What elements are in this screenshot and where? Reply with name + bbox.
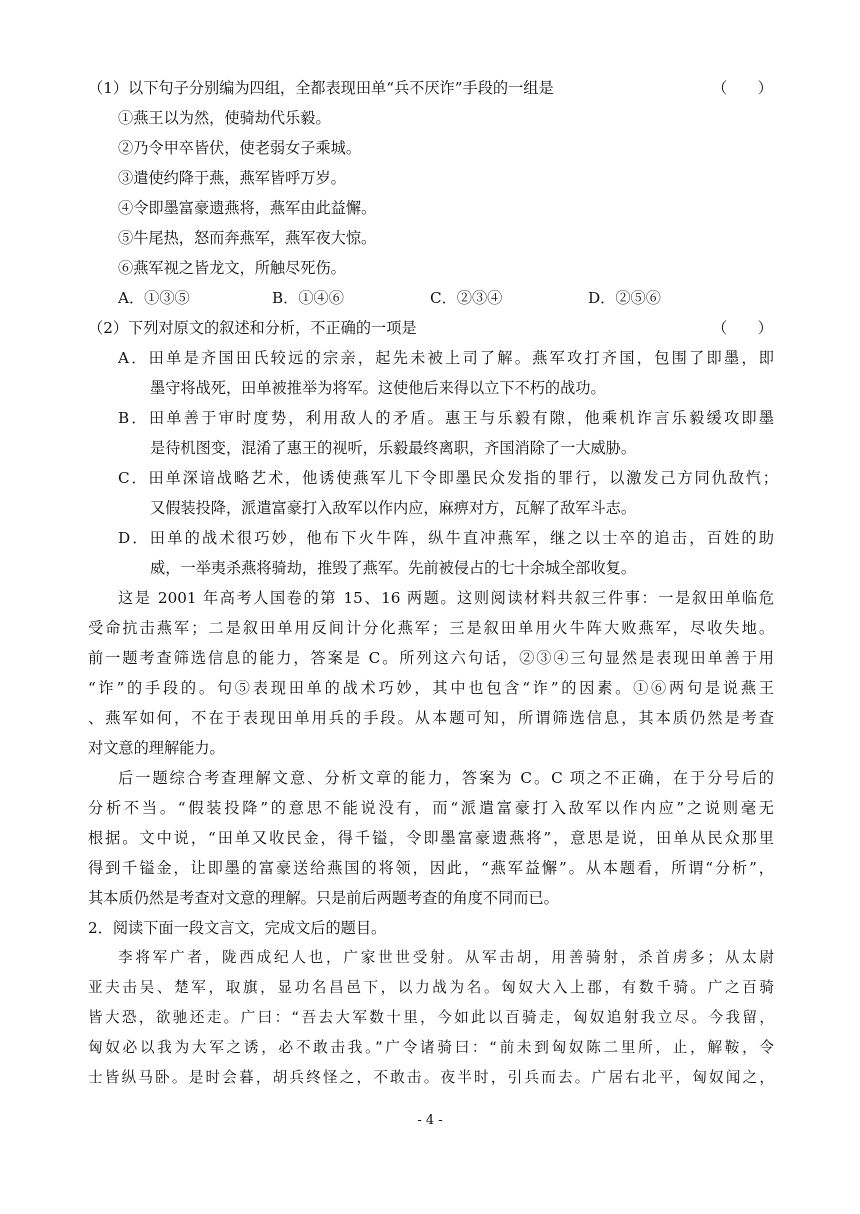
page-number: - 4 - bbox=[417, 1113, 443, 1128]
analysis-p2-line-5: 其本质仍然是考查对文意的理解。只是前后两题考查的角度不同而已。 bbox=[88, 889, 559, 907]
passage-line-4: 匈奴必以我为大军之诱，必不敢击我。”广令诸骑曰：“前未到匈奴陈二里所，止，解鞍，令 bbox=[88, 1039, 774, 1056]
analysis-p2-line-2: 分析不当。“假装投降”的意思不能说没有，而“派遣富豪打入敌军以作内应”之说则毫无 bbox=[88, 799, 774, 817]
q1-option-c: C．②③④ bbox=[430, 289, 503, 307]
q1-item-6: ⑥燕军视之皆龙文，所触尽死伤。 bbox=[118, 259, 346, 277]
analysis-p1-line-3: 前一题考查筛选信息的能力，答案是 C。所列这六句话，②③④三句显然是表现田单善于用 bbox=[88, 649, 774, 667]
analysis-p1-line-2: 受命抗击燕军；二是叙田单用反间计分化燕军；三是叙田单用火牛阵大败燕军，尽收失地。 bbox=[88, 619, 774, 637]
q2-option-b-line-1: B．田单善于审时度势，利用敌人的矛盾。惠王与乐毅有隙，他乘机诈言乐毅缓攻即墨 bbox=[118, 409, 774, 427]
question-2-heading: 2．阅读下面一段文言文，完成文后的题目。 bbox=[88, 919, 387, 937]
q1-item-1: ①燕王以为然，使骑劫代乐毅。 bbox=[118, 109, 331, 127]
analysis-p1-line-4: “诈”的手段的。句⑤表现田单的战术巧妙，其中也包含“诈”的因素。①⑥两句是说燕王 bbox=[88, 679, 774, 697]
q2-option-d-line-1: D．田单的战术很巧妙，他布下火牛阵，纵牛直冲燕军，继之以士卒的追击，百姓的助 bbox=[118, 529, 774, 547]
analysis-p2-line-1: 后一题综合考查理解文意、分析文章的能力，答案为 C。C 项之不正确，在于分号后的 bbox=[118, 769, 774, 787]
q2-stem: （2）下列对原文的叙述和分析，不正确的一项是 bbox=[88, 319, 417, 337]
q2-option-c-line-1: C．田单深谙战略艺术，他诱使燕军儿下令即墨民众发指的罪行，以激发己方同仇敌忾； bbox=[118, 469, 778, 487]
q2-option-d-line-2: 威，一举夷杀燕将骑劫，推毁了燕军。先前被侵占的七十余城全部收复。 bbox=[150, 559, 636, 577]
q2-option-c-line-2: 又假装投降，派遣富豪打入敌军以作内应，麻痹对方，瓦解了敌军斗志。 bbox=[150, 499, 636, 517]
q2-option-a-line-1: A．田单是齐国田氏较远的宗亲，起先未被上司了解。燕军攻打齐国，包围了即墨，即 bbox=[118, 349, 774, 367]
q1-stem: （1）以下句子分别编为四组，全都表现田单“兵不厌诈”手段的一组是 bbox=[88, 79, 554, 97]
analysis-p1-line-5: 、燕军如何，不在于表现田单用兵的手段。从本题可知，所谓筛选信息，其本质仍然是考查 bbox=[88, 709, 774, 727]
q1-option-a: A．①③⑤ bbox=[118, 289, 190, 307]
q1-option-b: B．①④⑥ bbox=[272, 289, 344, 307]
q1-item-4: ④令即墨富豪遗燕将，燕军由此益懈。 bbox=[118, 199, 377, 217]
q2-option-a-line-2: 墨守将战死，田单被推举为将军。这使他后来得以立下不朽的战功。 bbox=[150, 379, 606, 397]
q2-option-b-line-2: 是待机图变，混淆了惠王的视听，乐毅最终离职，齐国消除了一大威胁。 bbox=[150, 439, 636, 457]
q1-item-2: ②乃令甲卒皆伏，使老弱女子乘城。 bbox=[118, 139, 361, 157]
analysis-p1-line-1: 这是 2001 年高考人国卷的第 15、16 两题。这则阅读材料共叙三件事：一是叙田单临危 bbox=[118, 589, 774, 607]
q1-option-d: D．②⑤⑥ bbox=[588, 289, 661, 307]
analysis-p1-line-6: 对文意的理解能力。 bbox=[88, 739, 225, 757]
passage-line-1: 李将军广者，陇西成纪人也，广家世世受射。从军击胡，用善骑射，杀首虏多；从太尉 bbox=[118, 949, 774, 966]
q1-answer-paren: （ ） bbox=[712, 79, 773, 97]
analysis-p2-line-4: 得到千镒金，让即墨的富豪送给燕国的将领，因此，“燕军益懈”。从本题看，所谓“分析”， bbox=[88, 859, 774, 877]
passage-line-3: 皆大恐，欲驰还走。广曰：“吾去大军数十里，今如此以百骑走，匈奴追射我立尽。今我留， bbox=[88, 1009, 774, 1026]
q2-answer-paren: （ ） bbox=[712, 319, 773, 337]
q1-item-5: ⑤牛尾热，怒而奔燕军，燕军夜大惊。 bbox=[118, 229, 377, 247]
q1-item-3: ③遣使约降于燕，燕军皆呼万岁。 bbox=[118, 169, 346, 187]
passage-line-2: 亚夫击吴、楚军，取旗，显功名昌邑下，以力战为名。匈奴大入上郡，有数千骑。广之百骑 bbox=[88, 979, 774, 996]
passage-line-5: 士皆纵马卧。是时会暮，胡兵终怪之，不敢击。夜半时，引兵而去。广居右北平，匈奴闻之， bbox=[88, 1069, 774, 1086]
analysis-p2-line-3: 根据。文中说，“田单又收民金，得千镒，令即墨富豪遗燕将”，意思是说，田单从民众那里 bbox=[88, 829, 774, 847]
